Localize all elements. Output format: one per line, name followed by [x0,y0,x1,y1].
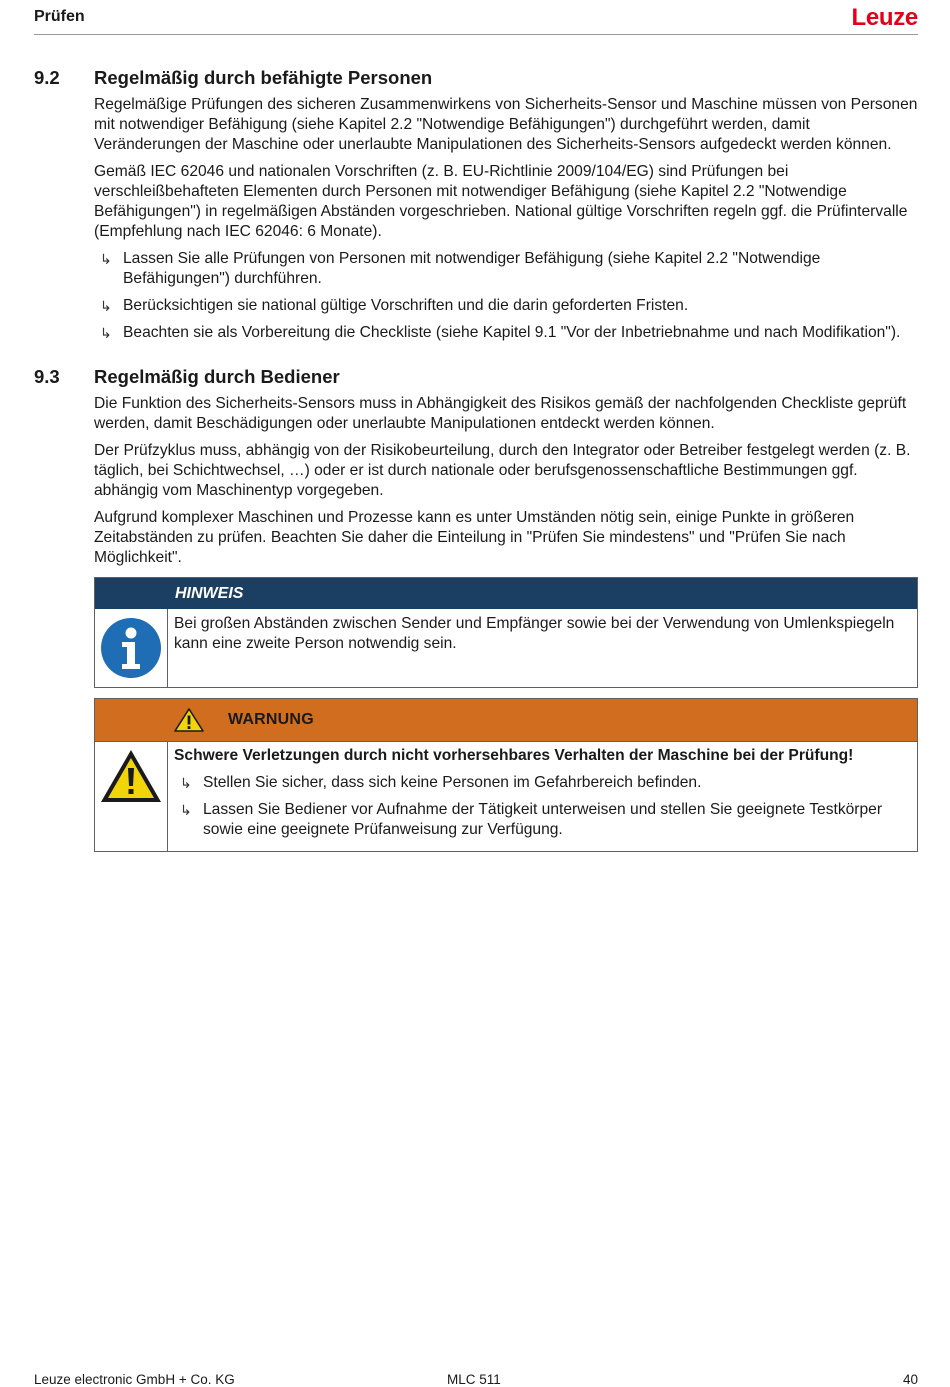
action-text: Stellen Sie sicher, dass sich keine Personen im Gefahrbereich befinden. [203,774,702,791]
warning-triangle-icon [99,748,163,851]
footer-product: MLC 511 [447,1372,501,1387]
section-heading [34,367,918,387]
action-arrow-icon: ↳ [100,325,112,341]
header-divider [34,34,918,35]
section-title: Regelmäßig durch Bediener [94,366,340,387]
action-item [94,249,918,289]
paragraph: Regelmäßige Prüfungen des sicheren Zusammenwirkens von Sicherheits-Sensor und Maschine müssen von Personen mit notwendiger Befähigung (siehe Kapitel 2.2 "Notwendige Befähigungen") durchgeführt werden, damit Veränderungen der Maschine oder unerlaubte Manipulationen des Sicherheits-Sensors aufgedeckt werden können. [94,96,918,153]
notice-box [94,577,918,688]
warning-small-icon [174,708,204,732]
paragraph: Der Prüfzyklus muss, abhängig von der Risikobeurteilung, durch den Integrator oder Betreiber festgelegt werden (z. B. täglich, bei Schichtwechsel, …) oder er ist durch nationale oder berufsgenossenschaftliche Bestimmungen ggf. abhängig vom Maschinentyp vorgegeben. [94,442,911,499]
action-item [94,296,918,316]
action-item [174,773,911,793]
action-item [94,323,918,343]
action-arrow-icon: ↳ [100,298,112,314]
action-arrow-icon: ↳ [180,802,192,818]
action-text: Beachten sie als Vorbereitung die Checkliste (siehe Kapitel 9.1 "Vor der Inbetriebnahme und nach Modifikation"). [123,324,901,341]
paragraph: Die Funktion des Sicherheits-Sensors muss in Abhängigkeit des Risikos gemäß der nachfolgenden Checkliste geprüft werden, damit Beschädigungen oder unerlaubte Manipulationen entdeckt werden können. [94,395,907,432]
action-item [174,800,911,840]
page-header-title: Prüfen [34,8,85,25]
footer-company: Leuze electronic GmbH + Co. KG [34,1372,235,1387]
action-arrow-icon: ↳ [180,775,192,791]
leuze-logo: Leuze [851,4,918,31]
action-text: Berücksichtigen sie national gültige Vorschriften und die darin geforderten Fristen. [123,297,689,314]
notice-label: HINWEIS [175,584,244,602]
warning-label: WARNUNG [228,711,314,728]
section-title: Regelmäßig durch befähigte Personen [94,67,433,88]
info-icon [100,617,162,687]
action-text: Lassen Sie alle Prüfungen von Personen mit notwendiger Befähigung (siehe Kapitel 2.2 "Notwendige Befähigungen") durchführen. [123,250,821,287]
section-9-2 [34,68,918,343]
section-heading [34,68,918,88]
page-content [34,68,918,852]
action-arrow-icon: ↳ [100,251,112,267]
warning-box [94,698,918,852]
paragraph: Gemäß IEC 62046 und nationalen Vorschriften (z. B. EU-Richtlinie 2009/104/EG) sind Prüfungen bei verschleißbehafteten Elementen durch Personen mit notwendiger Befähigung (siehe Kapitel 2.2 "Notwendige Befähigungen") in regelmäßigen Abständen vorgeschrieben. National gültige Vorschriften regeln ggf. die Prüfintervalle (Empfehlung nach IEC 62046: 6 Monate). [94,163,908,240]
warning-headline: Schwere Verletzungen durch nicht vorhersehbares Verhalten der Maschine bei der Prüfung! [174,747,854,764]
notice-text: Bei großen Abständen zwischen Sender und Empfänger sowie bei der Verwendung von Umlenkspiegeln kann eine zweite Person notwendig sein. [174,615,895,652]
paragraph: Aufgrund komplexer Maschinen und Prozesse kann es unter Umständen nötig sein, einige Punkte in größeren Zeitabständen zu prüfen. Beachten Sie daher die Einteilung in "Prüfen Sie mindestens" und "Prüfen Sie nach Möglichkeit". [94,509,855,566]
section-number: 9.3 [34,366,60,387]
page-number: 40 [902,1372,918,1387]
section-number: 9.2 [34,67,60,88]
section-9-3 [34,367,918,568]
action-text: Lassen Sie Bediener vor Aufnahme der Tätigkeit unterweisen und stellen Sie geeignete Testkörper sowie eine geeignete Prüfanweisung zur Verfügung. [203,801,883,838]
notice-header [95,578,917,609]
warning-header [95,699,917,742]
